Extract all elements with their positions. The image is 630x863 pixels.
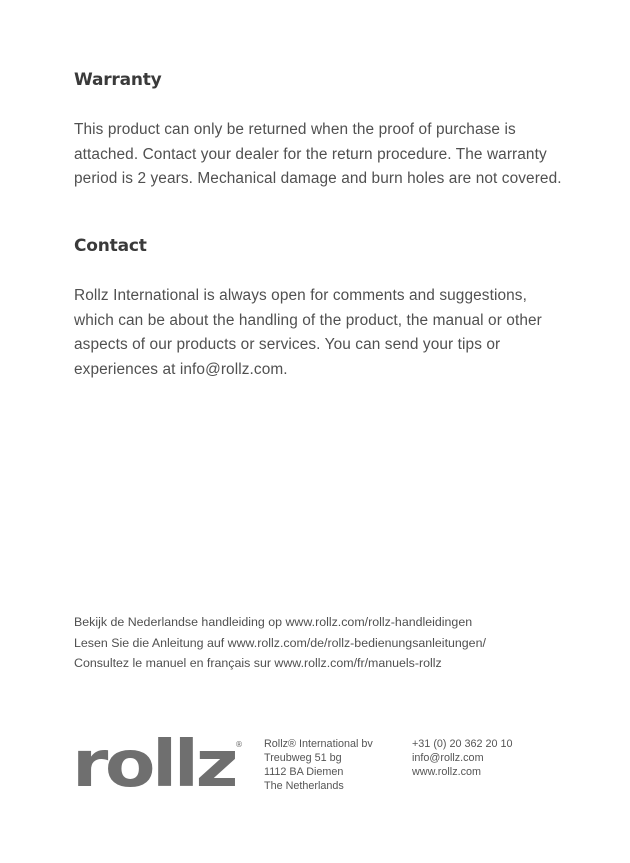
address-street: Treubweg 51 bg: [264, 752, 342, 764]
warranty-text: This product can only be returned when the proof of purchase is attached. Contact your dealer for the return procedure. The warranty period is 2 years. Mechanical damage and burn holes are not covered.: [74, 121, 562, 187]
logo-wordmark: rollz: [72, 730, 236, 792]
contact-phone[interactable]: +31 (0) 20 362 20 10: [412, 738, 513, 750]
registered-mark: ®: [235, 740, 243, 749]
company-address: [264, 737, 373, 793]
address-country: The Netherlands: [264, 780, 344, 792]
manual-link-french[interactable]: Consultez le manuel en français sur www.rollz.com/fr/manuels-rollz: [74, 656, 442, 670]
company-contact: [412, 737, 513, 779]
contact-heading: Contact: [74, 236, 147, 256]
contact-website[interactable]: www.rollz.com: [412, 766, 481, 778]
address-city: 1112 BA Diemen: [264, 766, 344, 778]
contact-text: Rollz International is always open for comments and suggestions, which can be about the handling of the product, the manual or other aspects of our products or services. You can send your tips or experiences at info@rollz.com.: [74, 287, 542, 378]
manual-links: [74, 612, 486, 674]
warranty-heading: Warranty: [74, 70, 162, 90]
contact-email[interactable]: info@rollz.com: [412, 752, 484, 764]
rollz-logo: [72, 730, 247, 792]
manual-link-german[interactable]: Lesen Sie die Anleitung auf www.rollz.com/de/rollz-bedienungsanleitungen/: [74, 635, 486, 650]
address-company: Rollz® International bv: [264, 738, 373, 750]
manual-link-dutch[interactable]: Bekijk de Nederlandse handleiding op www.rollz.com/rollz-handleidingen: [74, 615, 473, 629]
